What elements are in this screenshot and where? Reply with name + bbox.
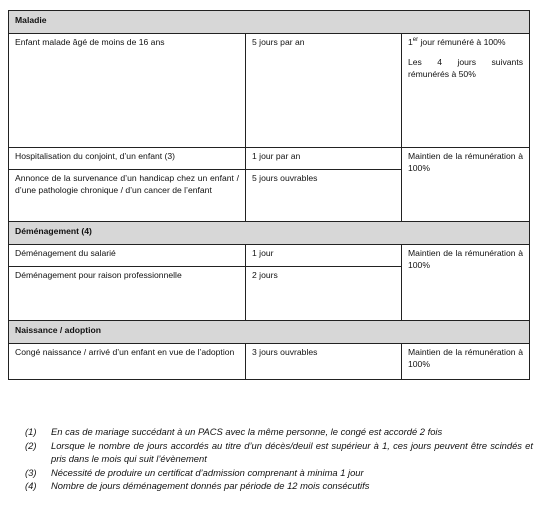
footnote — [25, 439, 533, 466]
footnote-text: Nécessité de produire un certificat d’admission comprenant à minima 1 jour — [51, 466, 364, 478]
section-header-naissance — [9, 321, 530, 344]
footnote — [25, 479, 533, 493]
table-row — [9, 148, 530, 170]
section-title: Déménagement (4) — [9, 222, 530, 245]
footnote-number: (2) — [25, 439, 37, 451]
footnote — [25, 425, 533, 439]
footnote-text: En cas de mariage succédant à un PACS avec la même personne, le congé est accordé 2 fois — [51, 426, 443, 437]
row-remuneration — [402, 34, 530, 148]
row-label: Annonce de la survenance d’un handicap chez un enfant / d’une pathologie chronique / d’un cancer de l’enfant — [9, 170, 246, 222]
footnote-number: (1) — [25, 426, 37, 437]
footnote — [25, 466, 533, 480]
footnote-number: (4) — [25, 480, 37, 491]
row-label: Hospitalisation du conjoint, d’un enfant (3) — [9, 148, 246, 170]
section-header-maladie — [9, 11, 530, 34]
table-row — [9, 245, 530, 267]
row-remuneration: Maintien de la rémunération à 100% — [402, 245, 530, 321]
section-title: Maladie — [9, 11, 530, 34]
remuneration-first-day: 1er jour rémunéré à 100% — [408, 37, 506, 47]
remuneration-following-days: Les 4 jours suivants rémunérés à 50% — [408, 57, 523, 79]
row-label: Déménagement pour raison professionnelle — [9, 267, 246, 321]
section-header-demenagement — [9, 222, 530, 245]
row-label: Congé naissance / arrivé d’un enfant en vue de l’adoption — [9, 344, 246, 380]
footnote-number: (3) — [25, 466, 37, 478]
table-row — [9, 344, 530, 380]
row-duration: 2 jours — [246, 267, 402, 321]
footnote-text: Lorsque le nombre de jours accordés au titre d’un décès/deuil est supérieur à 1, ces jours peuvent être scindés et pris dans le mois qui suit l’évènement — [51, 439, 533, 464]
row-label: Déménagement du salarié — [9, 245, 246, 267]
row-duration: 1 jour — [246, 245, 402, 267]
row-remuneration: Maintien de la rémunération à 100% — [402, 148, 530, 222]
row-duration: 5 jours par an — [246, 34, 402, 148]
table-row — [9, 34, 530, 148]
row-duration: 3 jours ouvrables — [246, 344, 402, 380]
row-duration: 1 jour par an — [246, 148, 402, 170]
footnotes — [25, 425, 533, 493]
row-label: Enfant malade âgé de moins de 16 ans — [9, 34, 246, 148]
row-remuneration: Maintien de la rémunération à 100% — [402, 344, 530, 380]
leave-table — [8, 10, 530, 380]
row-duration: 5 jours ouvrables — [246, 170, 402, 222]
section-title: Naissance / adoption — [9, 321, 530, 344]
footnote-text: Nombre de jours déménagement donnés par période de 12 mois consécutifs — [51, 480, 370, 491]
